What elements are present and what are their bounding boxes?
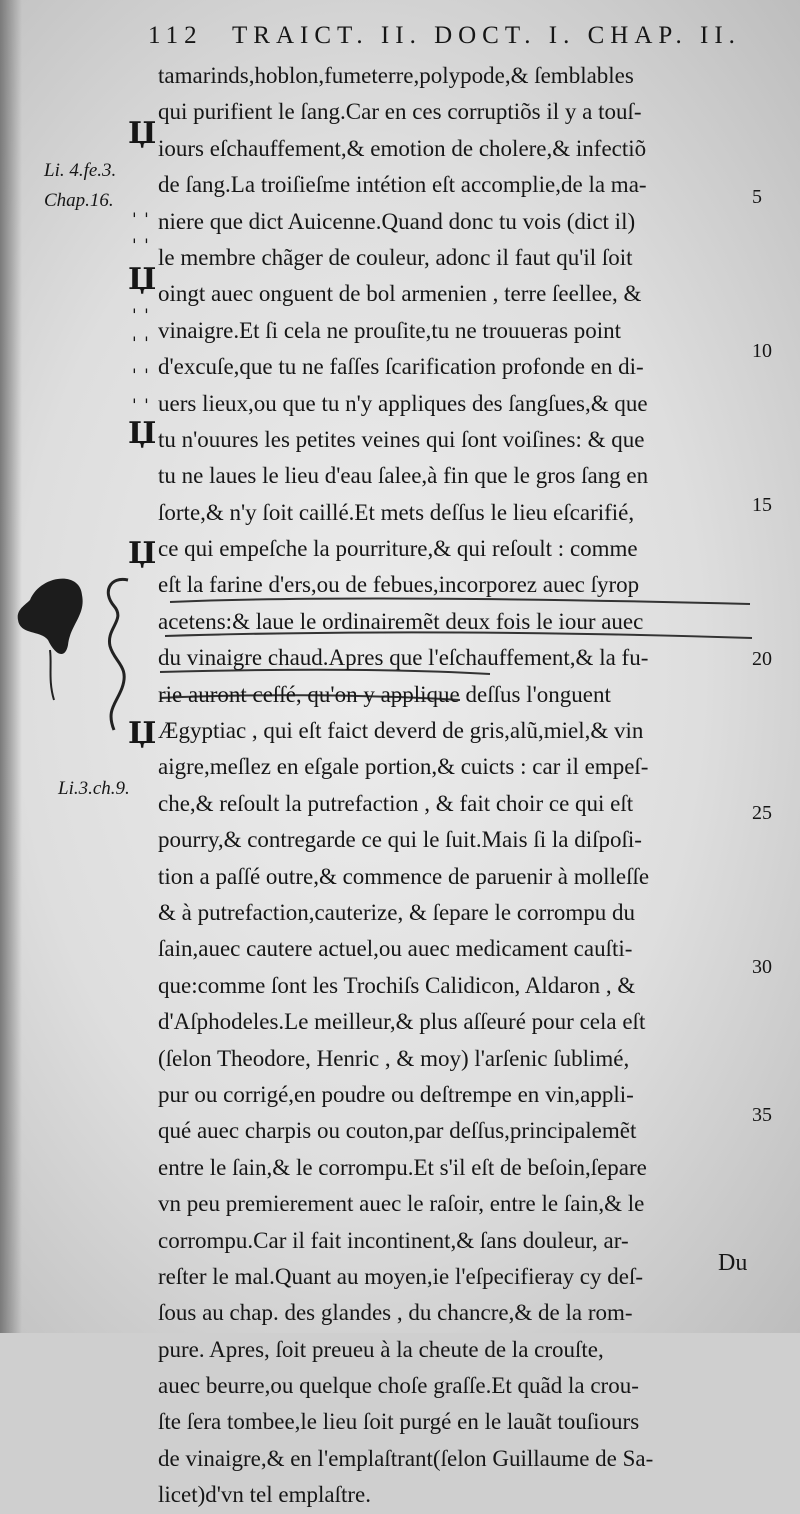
- text-line: acetens:& laue le ordinairemẽt deux fois le iour auec: [158, 608, 644, 634]
- margin-note: Li.3.ch.9.: [58, 778, 130, 799]
- text-line: le membre chãger de couleur, adonc il faut qu'il ſoit: [158, 244, 633, 270]
- text-line: pur ou corrigé,en poudre ou deſtrempe en vin,appli-: [158, 1081, 634, 1107]
- text-line: eſt la farine d'ers,ou de febues,incorporez auec ſyrop: [158, 572, 640, 598]
- line-number: 25: [752, 802, 772, 824]
- line-number: 5: [752, 186, 762, 208]
- text-line: che,& reſoult la putrefaction , & fait choir ce qui eſt: [158, 790, 634, 816]
- text-line: & à putrefaction,cauterize, & ſepare le corrompu du: [158, 899, 636, 925]
- quote-mark-icon: ' ': [132, 210, 150, 230]
- text-line: licet)d'vn tel emplaſtre.: [158, 1482, 371, 1508]
- text-line: niere que dict Auicenne.Quand donc tu vois (dict il): [158, 208, 636, 234]
- page-number: 112: [148, 22, 203, 49]
- margin-note: Li. 4.fe.3.: [44, 160, 117, 181]
- quote-mark-icon: ' ': [132, 306, 150, 326]
- text-line: ſain,auec cautere actuel,ou auec medicament cauſti-: [158, 936, 633, 962]
- body-text: [158, 58, 758, 1514]
- text-line: vinaigre.Et ſi cela ne prouſite,tu ne trouueras point: [158, 317, 622, 343]
- quote-mark-icon: ' ': [132, 334, 150, 354]
- text-line: d'excuſe,que tu ne faſſes ſcarification profonde en di-: [158, 354, 644, 380]
- text-line: qui purifient le ſang.Car en ces corruptiõs il y a touſ-: [158, 99, 642, 125]
- line-number: 30: [752, 956, 772, 978]
- text-line: qué auec charpis ou couton,par deſſus,principalemẽt: [158, 1118, 637, 1144]
- text-line: reſter le mal.Quant au moyen,ie l'eſpecifieray cy deſ-: [158, 1263, 643, 1289]
- paragraph-mark-icon: Џ: [128, 536, 157, 571]
- text-line: uers lieux,ou que tu n'y appliques des ſangſues,& que: [158, 390, 648, 416]
- margin-note: Chap.16.: [44, 190, 114, 211]
- catchword: Du: [718, 1250, 748, 1276]
- text-line: Ægyptiac , qui eſt faict deverd de gris,alũ,miel,& vin: [158, 718, 644, 744]
- text-line: tu n'ouures les petites veines qui ſont voiſines: & que: [158, 426, 645, 452]
- text-line: pure. Apres, ſoit preueu à la cheute de la crouſte,: [158, 1336, 604, 1362]
- text-line: ſorte,& n'y ſoit caillé.Et mets deſſus le lieu eſcarifié,: [158, 499, 635, 525]
- text-line: rie auront ceſſé, qu'on y applique deſſus l'onguent: [158, 681, 611, 707]
- quote-mark-icon: ' ': [132, 366, 150, 386]
- text-line: entre le ſain,& le corrompu.Et s'il eſt de beſoin,ſepare: [158, 1154, 647, 1180]
- text-line: (ſelon Theodore, Henric , & moy) l'arſenic ſublimé,: [158, 1045, 630, 1071]
- line-number: 20: [752, 648, 772, 670]
- text-line: tamarinds,hoblon,fumeterre,polypode,& ſemblables: [158, 63, 634, 88]
- text-line: tion a paſſé outre,& commence de paruenir à molleſſe: [158, 863, 650, 889]
- quote-mark-icon: ' ': [132, 396, 150, 416]
- paragraph-mark-icon: Џ: [128, 116, 157, 151]
- line-number: 15: [752, 494, 772, 516]
- text-line: de ſang.La troiſieſme intétion eſt accomplie,de la ma-: [158, 172, 647, 198]
- text-line: du vinaigre chaud.Apres que l'eſchauffement,& la fu-: [158, 645, 649, 671]
- paragraph-mark-icon: Џ: [128, 416, 157, 451]
- paragraph-mark-icon: Џ: [128, 716, 157, 751]
- page-header: [0, 22, 800, 62]
- text-line: aigre,meſlez en eſgale portion,& cuicts : car il empeſ-: [158, 754, 649, 780]
- quote-mark-icon: ' ': [132, 236, 150, 256]
- text-line: oingt auec onguent de bol armenien , terre ſeellee, &: [158, 281, 642, 307]
- text-line: iours eſchauffement,& emotion de cholere,& infectiõ: [158, 135, 647, 161]
- running-head: TRAICT. II. DOCT. I. CHAP. II.: [232, 22, 741, 49]
- text-line: auec beurre,ou quelque choſe graſſe.Et quãd la crou-: [158, 1373, 639, 1399]
- paragraph-mark-icon: Џ: [128, 262, 157, 297]
- text-line: pourry,& contregarde ce qui le ſuit.Mais ſi la diſpoſi-: [158, 827, 642, 853]
- text-line: vn peu premierement auec le raſoir, entre le ſain,& le: [158, 1191, 645, 1217]
- line-number: 35: [752, 1104, 772, 1126]
- line-number: 10: [752, 340, 772, 362]
- text-line: ſte ſera tombee,le lieu ſoit purgé en le lauãt touſiours: [158, 1409, 640, 1435]
- text-line: de vinaigre,& en l'emplaſtrant(ſelon Guillaume de Sa-: [158, 1445, 654, 1471]
- text-line: que:comme ſont les Trochiſs Calidicon, Aldaron , &: [158, 972, 636, 998]
- text-line: ſous au chap. des glandes , du chancre,& de la rom-: [158, 1300, 633, 1326]
- text-line: d'Aſphodeles.Le meilleur,& plus aſſeuré pour cela eſt: [158, 1009, 646, 1035]
- text-line: corrompu.Car il fait incontinent,& ſans douleur, ar-: [158, 1227, 629, 1253]
- text-line: tu ne laues le lieu d'eau ſalee,à fin que le gros ſang en: [158, 463, 649, 489]
- text-line: ce qui empeſche la pourriture,& qui reſoult : comme: [158, 536, 638, 562]
- ink-stain: [10, 570, 160, 740]
